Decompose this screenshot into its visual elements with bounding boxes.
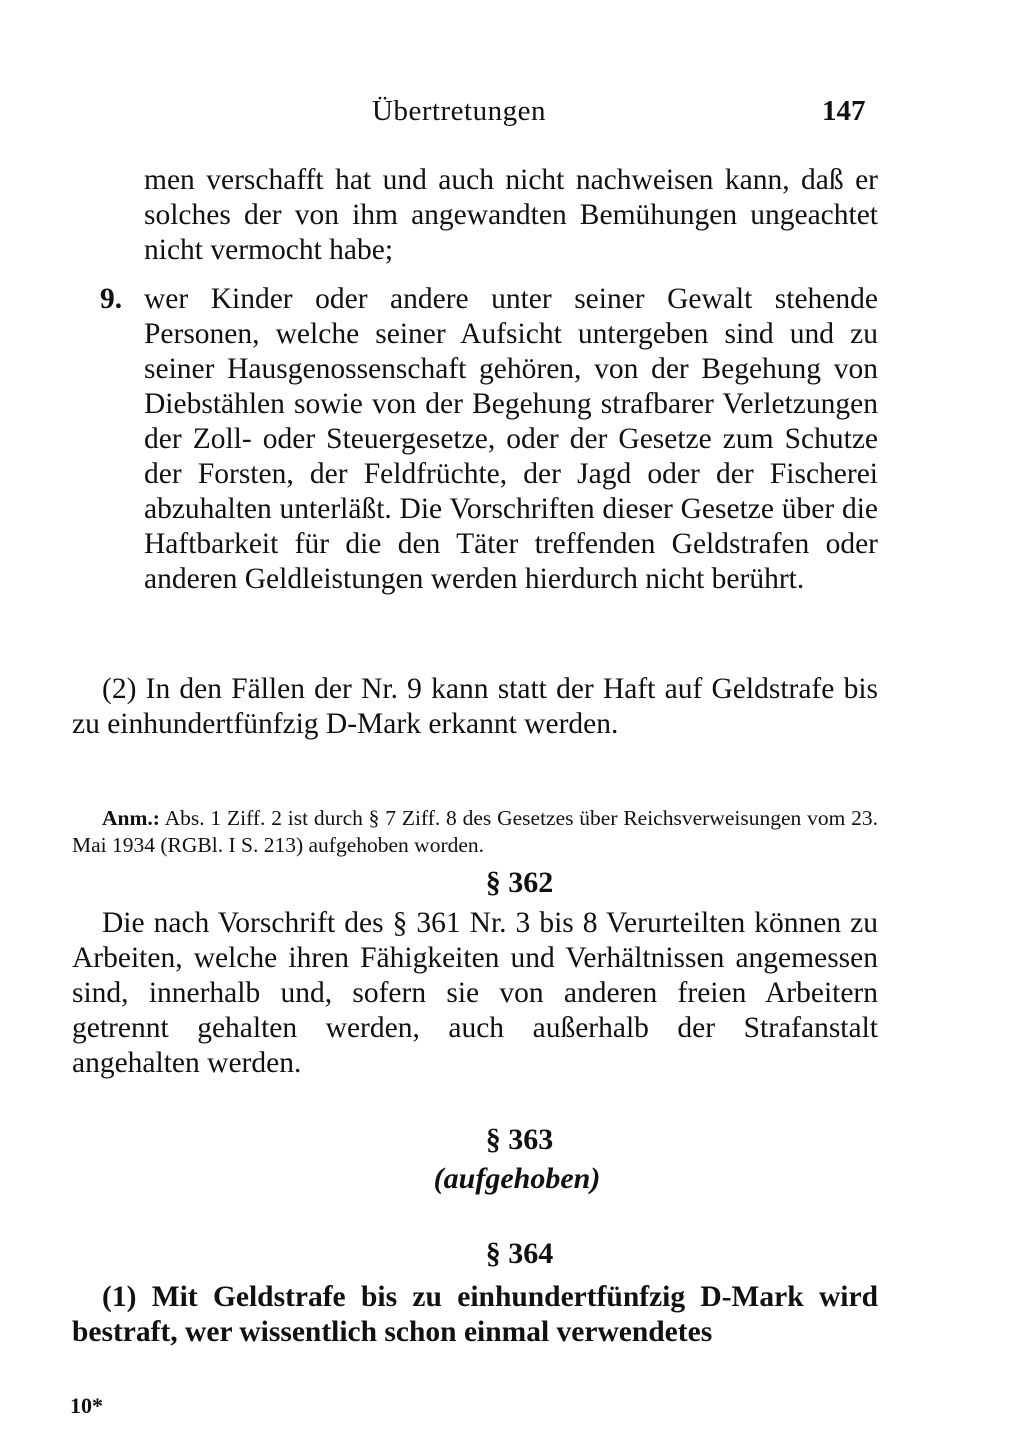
continuation-paragraph: men verschafft hat und auch nicht nachweisen kann, daß er solches der von ihm angewandten Bemühungen ungeachtet nicht vermocht habe; — [144, 164, 878, 266]
running-title: Übertretungen — [372, 95, 546, 127]
section-363-repealed: (aufgehoben) — [433, 1162, 601, 1195]
signature-mark: 10* — [70, 1393, 103, 1418]
section-heading-364: § 364 — [485, 1237, 554, 1270]
section-heading-362: § 362 — [485, 866, 554, 899]
list-item-9 — [100, 282, 878, 597]
note-label: Anm.: — [102, 805, 160, 830]
note-text: Abs. 1 Ziff. 2 ist durch § 7 Ziff. 8 des Gesetzes über Reichsverweisungen vom 23. Mai 1934 (RGBl. I S. 213) aufgehoben worden. — [72, 805, 878, 857]
section-364-text: (1) Mit Geldstrafe bis zu einhundertfünfzig D-Mark wird bestraft, wer wissentlich schon einmal verwendetes — [72, 1281, 878, 1348]
paragraph-2: (2) In den Fällen der Nr. 9 kann statt der Haft auf Geldstrafe bis zu einhundertfünfzig D-Mark erkannt werden. — [72, 673, 878, 740]
section-heading-363: § 363 — [485, 1123, 554, 1156]
section-362-text: Die nach Vorschrift des § 361 Nr. 3 bis 8 Verurteilten können zu Arbeiten, welche ihren Fähigkeiten und Verhältnissen angemessen sind, innerhalb und, sofern sie von anderen freien Arbeitern getrennt gehalten werden, auch außerhalb der Strafanstalt angehalten werden. — [72, 907, 878, 1079]
list-item-text: wer Kinder oder andere unter seiner Gewalt stehende Personen, welche seiner Aufsicht untergeben sind und zu seiner Hausgenossenschaft gehören, von der Begehung von Diebstählen sowie von der Begehung strafbarer Verletzungen der Zoll- oder Steuergesetze, oder der Gesetze zum Schutze der Forsten, der Feldfrüchte, der Jagd oder der Fischerei abzuhalten unterläßt. Die Vorschriften dieser Gesetze über die Haftbarkeit für die den Täter treffenden Geldstrafen oder anderen Geldleistungen werden hierdurch nicht berührt. — [144, 283, 878, 595]
page-number: 147 — [822, 95, 866, 127]
editorial-note — [72, 805, 878, 859]
list-item-number: 9. — [100, 283, 123, 315]
page-header — [0, 95, 1024, 135]
